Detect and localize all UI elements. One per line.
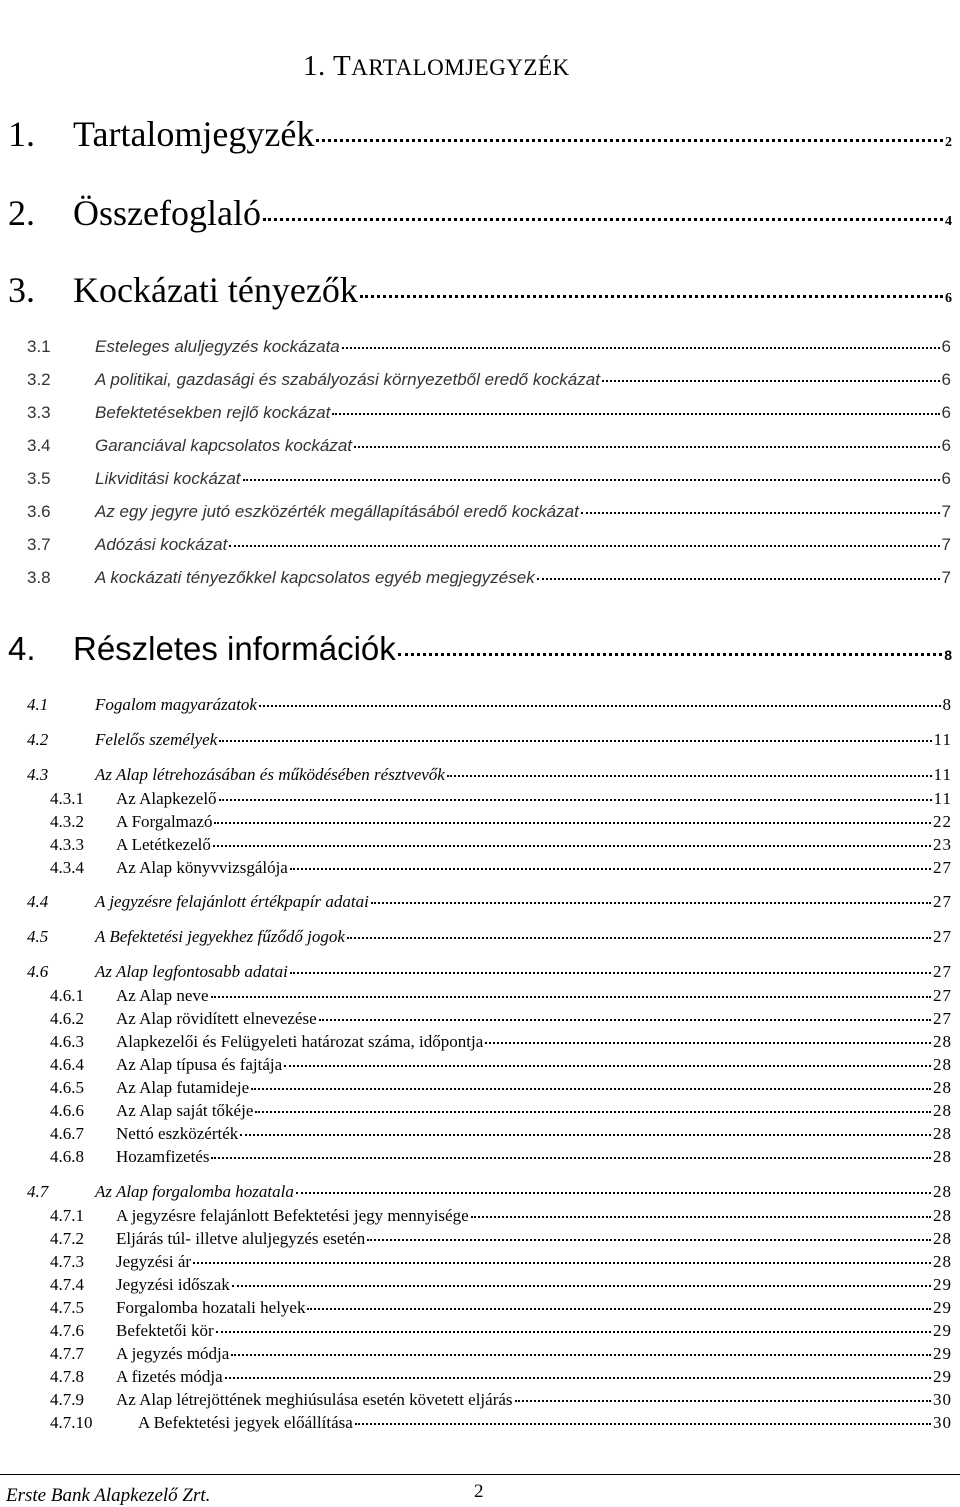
toc-entry-page: 6 — [941, 370, 952, 389]
toc-entry-title: Befektetői kör — [116, 1321, 214, 1340]
toc-entry-number: 4.6.8 — [50, 1147, 84, 1166]
dot-leader — [316, 139, 943, 142]
dot-leader — [398, 653, 942, 656]
toc-entry-number: 4.7.2 — [50, 1229, 84, 1248]
toc-entry-page: 28 — [933, 1101, 952, 1120]
toc-entry-title: Az Alap neve — [116, 986, 209, 1005]
toc-entry-page: 27 — [933, 962, 952, 981]
toc-entry-title: Forgalomba hozatali helyek — [116, 1298, 306, 1317]
dot-leader — [360, 295, 943, 298]
toc-entry-title: Az Alap létrejöttének meghiúsulása esetén követett eljárás — [116, 1390, 513, 1409]
toc-entry-number: 4.5 — [27, 927, 49, 946]
toc-entry[interactable] — [50, 1124, 952, 1144]
toc-entry-number: 3.5 — [27, 469, 51, 488]
toc-entry-title: Az Alap forgalomba hozatala — [95, 1182, 294, 1201]
toc-entry-page: 8 — [944, 647, 952, 663]
toc-entry-page: 4 — [945, 214, 952, 229]
toc-entry-page: 28 — [933, 1124, 952, 1143]
toc-entry-page: 28 — [933, 1078, 952, 1097]
toc-entry-title: A jegyzésre felajánlott értékpapír adatai — [95, 892, 369, 911]
toc-entry-number: 4.3 — [27, 765, 49, 784]
dot-leader — [367, 1239, 931, 1241]
title-first-letter: T — [332, 50, 352, 82]
toc-entry[interactable] — [27, 927, 952, 947]
dot-leader — [211, 996, 931, 998]
toc-entry[interactable] — [27, 436, 952, 456]
toc-entry-title: Az Alap saját tőkéje — [116, 1101, 254, 1120]
toc-entry-page: 8 — [942, 695, 952, 714]
dot-leader — [214, 822, 931, 824]
toc-entry-page: 28 — [933, 1182, 952, 1201]
toc-entry-title: A Befektetési jegyek előállítása — [138, 1413, 353, 1432]
toc-entry-page: 27 — [933, 986, 952, 1005]
toc-entry-title: Kockázati tényezők — [73, 270, 358, 310]
toc-entry-number: 3.4 — [27, 436, 51, 455]
toc-entry-title: A Letétkezelő — [116, 835, 211, 854]
toc-entry-page: 11 — [933, 765, 952, 784]
toc-entry[interactable] — [50, 1032, 952, 1052]
toc-entry[interactable] — [27, 370, 952, 390]
toc-entry-number: 3.7 — [27, 535, 51, 554]
toc-entry-number: 3.8 — [27, 568, 51, 587]
toc-entry-number: 4.4 — [27, 892, 49, 911]
toc-entry-title: A fizetés módja — [116, 1367, 223, 1386]
toc-entry-title: A politikai, gazdasági és szabályozási környezetből eredő kockázat — [95, 370, 600, 389]
toc-entry-title: A Befektetési jegyekhez fűződő jogok — [95, 927, 345, 946]
toc-entry[interactable] — [27, 892, 952, 912]
toc-entry-page: 29 — [933, 1298, 952, 1317]
toc-entry-page: 7 — [941, 502, 952, 521]
toc-entry-page: 27 — [933, 1009, 952, 1028]
toc-entry-title: Garanciával kapcsolatos kockázat — [95, 436, 353, 455]
toc-entry-page: 6 — [941, 469, 952, 488]
toc-entry-page: 29 — [933, 1321, 952, 1340]
dot-leader — [485, 1042, 931, 1044]
footer-divider — [0, 1474, 960, 1475]
dot-leader — [231, 1354, 931, 1356]
toc-entry[interactable] — [50, 1321, 952, 1341]
toc-entry[interactable] — [50, 1147, 952, 1167]
dot-leader — [347, 937, 931, 939]
toc-entry[interactable] — [50, 1229, 952, 1249]
toc-entry-page: 6 — [941, 337, 952, 356]
toc-entry-number: 3.6 — [27, 502, 51, 521]
toc-entry-page: 2 — [945, 135, 952, 150]
footer-page-number: 2 — [474, 1481, 484, 1502]
title-rest: ARTALOMJEGYZÉK — [351, 55, 570, 80]
toc-entry-title: Esteleges aluljegyzés kockázata — [95, 337, 340, 356]
toc-entry-page: 27 — [933, 927, 952, 946]
toc-entry-number: 3. — [8, 270, 35, 310]
toc-entry-title: Alapkezelői és Felügyeleti határozat száma, időpontja — [116, 1032, 484, 1051]
dot-leader — [219, 740, 931, 742]
dot-leader — [307, 1308, 931, 1310]
toc-entry[interactable] — [50, 835, 952, 855]
toc-entry[interactable] — [27, 469, 952, 489]
toc-entry-title: Fogalom magyarázatok — [95, 695, 257, 714]
toc-entry-page: 7 — [941, 568, 952, 587]
toc-entry[interactable] — [50, 1078, 952, 1098]
toc-entry-number: 4.7.5 — [50, 1298, 84, 1317]
toc-entry-page: 28 — [933, 1206, 952, 1225]
toc-entry-page: 7 — [941, 535, 952, 554]
toc-entry[interactable] — [8, 192, 952, 234]
toc-entry-page: 11 — [933, 789, 952, 808]
toc-entry[interactable] — [8, 630, 952, 668]
toc-entry[interactable] — [50, 1101, 952, 1121]
toc-entry-page: 22 — [933, 812, 952, 831]
toc-entry-number: 3.1 — [27, 337, 51, 356]
toc-entry-title: Összefoglaló — [73, 193, 261, 233]
toc-entry-page: 28 — [933, 1229, 952, 1248]
dot-leader — [332, 413, 939, 415]
dot-leader — [290, 972, 931, 974]
toc-entry[interactable] — [50, 789, 952, 809]
toc-entry-title: Hozamfizetés — [116, 1147, 210, 1166]
toc-entry-number: 2. — [8, 193, 35, 233]
dot-leader — [251, 1088, 931, 1090]
toc-entry-number: 4.3.4 — [50, 858, 84, 877]
footer-company: Erste Bank Alapkezelő Zrt. — [6, 1485, 211, 1506]
toc-entry-number: 4.6.3 — [50, 1032, 84, 1051]
toc-entry-number: 4. — [8, 630, 36, 667]
dot-leader — [296, 1192, 931, 1194]
toc-entry[interactable] — [27, 403, 952, 423]
toc-entry[interactable] — [27, 502, 952, 522]
toc-entry[interactable] — [50, 1055, 952, 1075]
toc-entry-page: 28 — [933, 1032, 952, 1051]
page-title — [303, 50, 570, 83]
dot-leader — [354, 446, 940, 448]
toc-entry[interactable] — [50, 1252, 952, 1272]
toc-entry-number: 3.2 — [27, 370, 51, 389]
toc-entry[interactable] — [50, 1413, 952, 1433]
dot-leader — [213, 845, 931, 847]
toc-entry[interactable] — [50, 812, 952, 832]
dot-leader — [263, 218, 943, 221]
toc-entry-number: 4.6.2 — [50, 1009, 84, 1028]
toc-entry[interactable] — [8, 269, 952, 311]
toc-entry[interactable] — [50, 858, 952, 878]
dot-leader — [232, 1285, 931, 1287]
toc-entry-number: 4.7.1 — [50, 1206, 84, 1225]
toc-entry-number: 4.6 — [27, 962, 49, 981]
toc-entry[interactable] — [50, 1367, 952, 1387]
toc-entry-number: 4.7.8 — [50, 1367, 84, 1386]
dot-leader — [211, 1157, 931, 1159]
dot-leader — [284, 1065, 931, 1067]
toc-entry-number: 4.6.4 — [50, 1055, 84, 1074]
dot-leader — [581, 512, 940, 514]
dot-leader — [515, 1400, 931, 1402]
toc-entry-title: Felelős személyek — [95, 730, 218, 749]
toc-entry-number: 4.3.2 — [50, 812, 84, 831]
toc-entry-title: Nettó eszközérték — [116, 1124, 239, 1143]
dot-leader — [216, 1331, 931, 1333]
toc-entry-number: 3.3 — [27, 403, 51, 422]
toc-entry-number: 4.3.1 — [50, 789, 84, 808]
toc-entry-page: 11 — [933, 730, 952, 749]
toc-entry-title: Az Alap típusa és fajtája — [116, 1055, 283, 1074]
toc-entry-number: 4.7.9 — [50, 1390, 84, 1409]
toc-entry-title: A jegyzés módja — [116, 1344, 230, 1363]
toc-entry-title: Az egy jegyre jutó eszközérték megállapításából eredő kockázat — [95, 502, 579, 521]
toc-entry-number: 4.3.3 — [50, 835, 84, 854]
dot-leader — [471, 1216, 931, 1218]
toc-entry-page: 23 — [933, 835, 952, 854]
toc-entry-page: 27 — [933, 892, 952, 911]
dot-leader — [225, 1377, 931, 1379]
toc-entry[interactable] — [50, 1275, 952, 1295]
dot-leader — [219, 799, 932, 801]
toc-entry-page: 28 — [933, 1147, 952, 1166]
toc-entry-title: Jegyzési időszak — [116, 1275, 230, 1294]
toc-entry-number: 4.1 — [27, 695, 49, 714]
title-number: 1. — [303, 50, 326, 82]
toc-entry-title: Eljárás túl- illetve aluljegyzés esetén — [116, 1229, 366, 1248]
toc-entry-title: A Forgalmazó — [116, 812, 213, 831]
dot-leader — [342, 347, 940, 349]
dot-leader — [355, 1423, 931, 1425]
dot-leader — [290, 868, 931, 870]
toc-entry[interactable] — [27, 535, 952, 555]
toc-entry-title: Az Alap könyvvizsgálója — [116, 858, 288, 877]
toc-entry-title: Az Alap létrehozásában és működésében résztvevők — [95, 765, 445, 784]
toc-entry-page: 6 — [945, 291, 952, 306]
toc-entry[interactable] — [27, 1182, 952, 1202]
toc-entry-number: 4.7.6 — [50, 1321, 84, 1340]
toc-entry[interactable] — [50, 986, 952, 1006]
dot-leader — [602, 380, 940, 382]
toc-entry[interactable] — [27, 962, 952, 982]
toc-entry-title: A kockázati tényezőkkel kapcsolatos egyéb megjegyzések — [95, 568, 535, 587]
toc-entry[interactable] — [50, 1206, 952, 1226]
toc-entry-title: Az Alap legfontosabb adatai — [95, 962, 288, 981]
toc-entry-page: 28 — [933, 1252, 952, 1271]
toc-entry-title: Befektetésekben rejlő kockázat — [95, 403, 331, 422]
toc-entry[interactable] — [50, 1344, 952, 1364]
toc-entry-number: 4.7.10 — [50, 1413, 93, 1432]
toc-entry-number: 4.6.5 — [50, 1078, 84, 1097]
dot-leader — [319, 1019, 931, 1021]
toc-entry[interactable] — [27, 568, 952, 588]
toc-entry-number: 4.6.6 — [50, 1101, 84, 1120]
toc-entry-title: Tartalomjegyzék — [73, 114, 315, 154]
toc-entry-page: 29 — [933, 1275, 952, 1294]
toc-entry-number: 4.7.7 — [50, 1344, 84, 1363]
dot-leader — [259, 705, 941, 707]
toc-entry-title: Részletes információk — [73, 630, 396, 667]
dot-leader — [537, 578, 940, 580]
toc-entry[interactable] — [27, 337, 952, 357]
toc-entry-page: 29 — [933, 1344, 952, 1363]
dot-leader — [447, 775, 932, 777]
toc-entry-number: 4.7.3 — [50, 1252, 84, 1271]
toc-entry-number: 4.6.1 — [50, 986, 84, 1005]
toc-entry-page: 30 — [933, 1413, 952, 1432]
toc-entry-number: 1. — [8, 114, 35, 154]
toc-entry[interactable] — [27, 695, 952, 715]
toc-entry-number: 4.6.7 — [50, 1124, 84, 1143]
dot-leader — [371, 902, 931, 904]
toc-entry-title: Az Alap rövidített elnevezése — [116, 1009, 317, 1028]
toc-entry-page: 6 — [941, 403, 952, 422]
toc-entry[interactable] — [50, 1390, 952, 1410]
toc-entry[interactable] — [27, 765, 952, 785]
toc-entry[interactable] — [27, 730, 952, 750]
toc-entry-page: 28 — [933, 1055, 952, 1074]
toc-entry[interactable] — [8, 113, 952, 155]
toc-entry-title: Az Alap futamideje — [116, 1078, 250, 1097]
toc-entry-number: 4.7 — [27, 1182, 49, 1201]
dot-leader — [229, 545, 939, 547]
dot-leader — [243, 479, 940, 481]
toc-entry-page: 29 — [933, 1367, 952, 1386]
toc-entry-title: Adózási kockázat — [95, 535, 228, 554]
toc-entry[interactable] — [50, 1009, 952, 1029]
dot-leader — [255, 1111, 931, 1113]
toc-entry-title: Jegyzési ár — [116, 1252, 192, 1271]
toc-entry-number: 4.2 — [27, 730, 49, 749]
dot-leader — [240, 1134, 931, 1136]
toc-entry-page: 30 — [933, 1390, 952, 1409]
dot-leader — [193, 1262, 931, 1264]
toc-entry-number: 4.7.4 — [50, 1275, 84, 1294]
toc-entry-page: 6 — [941, 436, 952, 455]
toc-entry-title: Az Alapkezelő — [116, 789, 217, 808]
toc-entry-page: 27 — [933, 858, 952, 877]
toc-entry-title: Likviditási kockázat — [95, 469, 241, 488]
toc-entry-title: A jegyzésre felajánlott Befektetési jegy mennyisége — [116, 1206, 469, 1225]
toc-entry[interactable] — [50, 1298, 952, 1318]
